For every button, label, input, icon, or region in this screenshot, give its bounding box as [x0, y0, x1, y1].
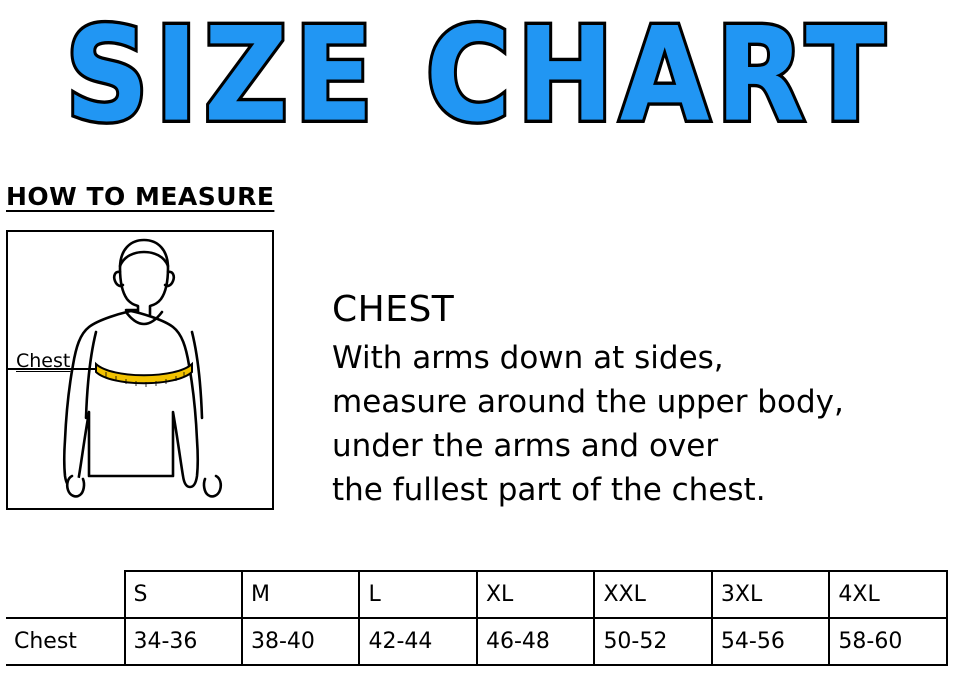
page-title-banner [0, 0, 954, 150]
table-cell: 34-36 [125, 618, 242, 665]
table-row-label: Chest [6, 618, 125, 665]
table-cell: 58-60 [829, 618, 947, 665]
table-header-cell: L [359, 571, 476, 618]
table-cell: 38-40 [242, 618, 359, 665]
description-line: With arms down at sides, [332, 340, 724, 376]
page-title: SIZE CHART [65, 0, 891, 152]
table-header-cell: 4XL [829, 571, 947, 618]
description-body [332, 336, 952, 512]
chest-measure-label: Chest [16, 350, 71, 372]
table-header-cell: 3XL [712, 571, 829, 618]
table-cell: 50-52 [594, 618, 711, 665]
how-to-measure-heading: HOW TO MEASURE [6, 182, 275, 211]
size-table [6, 570, 948, 666]
table-cell: 46-48 [477, 618, 594, 665]
table-cell: 42-44 [359, 618, 476, 665]
table-header-row [6, 571, 947, 618]
table-header-cell: S [125, 571, 242, 618]
description-line: measure around the upper body, [332, 384, 844, 420]
table-row [6, 618, 947, 665]
description-line: under the arms and over [332, 428, 719, 464]
table-header-cell: XL [477, 571, 594, 618]
description-block [332, 288, 952, 512]
description-line: the fullest part of the chest. [332, 472, 766, 508]
table-cell: 54-56 [712, 618, 829, 665]
table-corner-cell [6, 571, 125, 618]
table-header-cell: XXL [594, 571, 711, 618]
description-heading: CHEST [332, 289, 455, 330]
table-header-cell: M [242, 571, 359, 618]
